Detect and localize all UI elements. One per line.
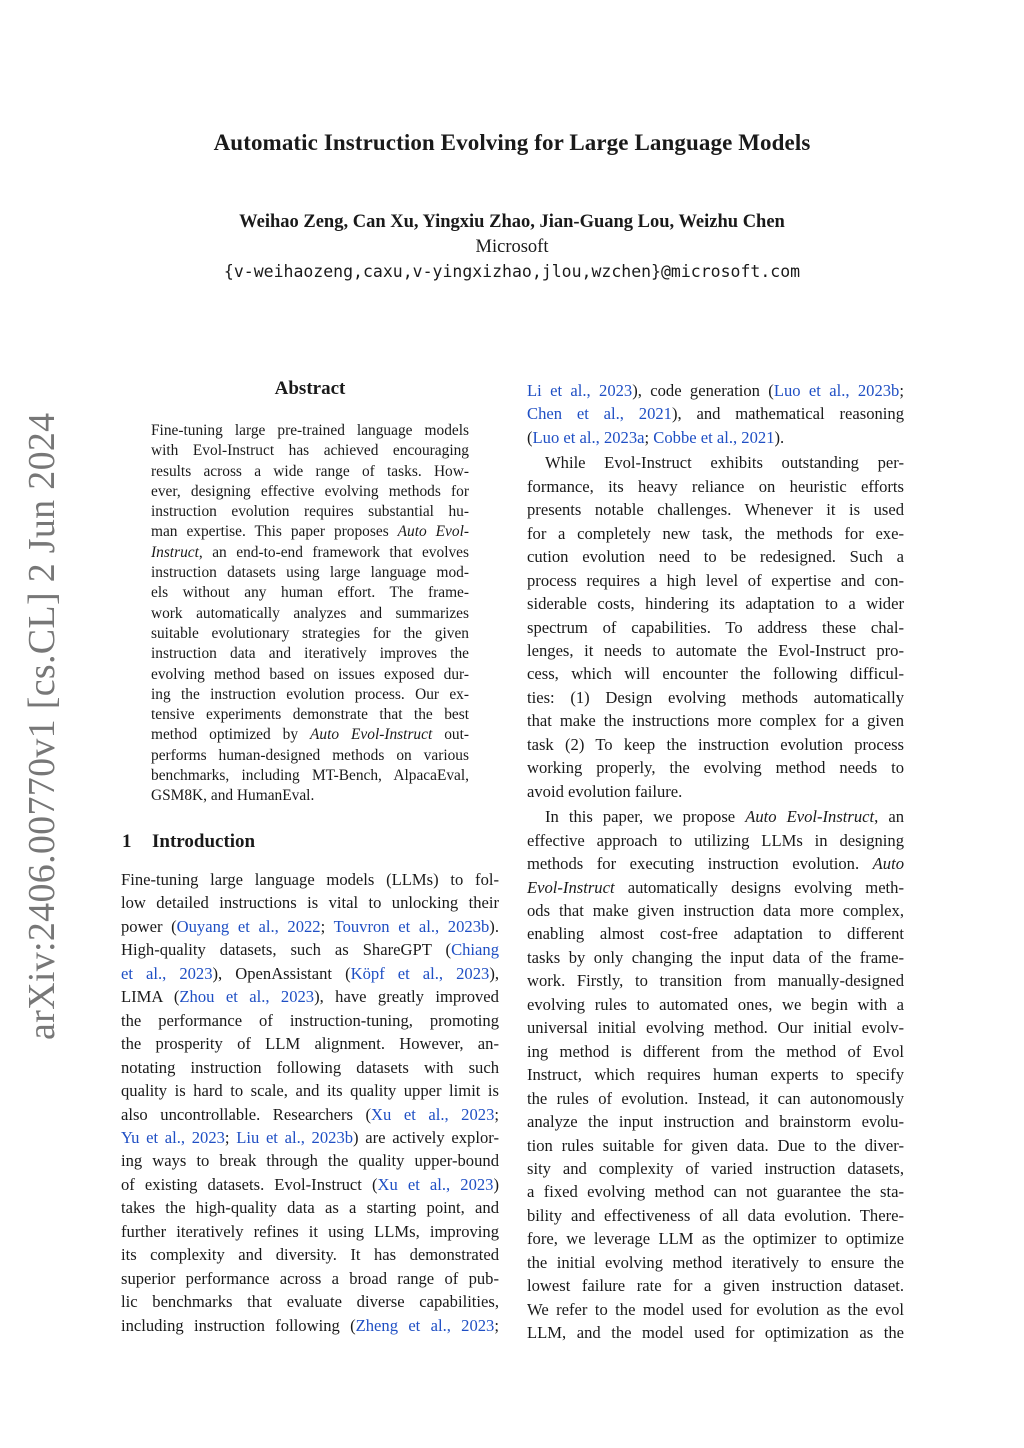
- body-line: lic benchmarks that evaluate diverse capabilities,: [121, 1292, 499, 1312]
- text-run: ;: [494, 1315, 499, 1335]
- text-run: of existing datasets. Evol-Instruct (: [121, 1174, 378, 1194]
- citation-link[interactable]: Xu et al., 2023: [371, 1104, 495, 1124]
- body-line: the performance of instruction-tuning, promoting: [121, 1010, 499, 1030]
- body-line: We refer to the model used for evolution as the evol: [527, 1299, 904, 1319]
- text-run: ;: [224, 1127, 237, 1147]
- text-run: ), OpenAssistant (: [212, 963, 351, 983]
- body-line: [121, 1173, 499, 1196]
- body-line: the rules of evolution. Instead, it can autonomously: [527, 1088, 904, 1108]
- citation-link[interactable]: Chiang: [451, 940, 499, 960]
- text-run: ;: [644, 427, 654, 447]
- body-line: notating instruction following datasets with such: [121, 1057, 499, 1077]
- body-line: [121, 985, 499, 1008]
- abstract-line: with Evol-Instruct has achieved encouraging: [151, 442, 469, 460]
- citation-link[interactable]: Chen et al., 2021: [527, 404, 672, 424]
- body-line: process requires a high level of expertise and con-: [527, 570, 904, 590]
- text-run: LIMA (: [121, 987, 180, 1007]
- text-run: ), have greatly improved: [314, 987, 499, 1007]
- citation-link[interactable]: Ouyang et al., 2022: [176, 916, 321, 936]
- text-run: man expertise. This paper proposes: [151, 523, 398, 541]
- text-run: ) are actively explor-: [353, 1127, 499, 1147]
- body-line: tasks by only changing the input data of the frame-: [527, 947, 904, 967]
- body-line: for a completely new task, the methods for exe-: [527, 523, 904, 543]
- body-line: LLM, and the model used for optimization as the: [527, 1323, 904, 1343]
- text-run: method optimized by: [151, 726, 310, 744]
- text-run: ;: [899, 381, 904, 400]
- paper-title: Automatic Instruction Evolving for Large Language Models: [213, 130, 811, 155]
- abstract-line: benchmarks, including MT-Bench, AlpacaEval,: [151, 767, 469, 785]
- body-line: [527, 402, 904, 425]
- body-line: enabling almost cost-free adaptation to different: [527, 924, 904, 944]
- abstract-line: tensive experiments demonstrate that the best: [151, 706, 469, 724]
- body-line: [121, 1126, 499, 1149]
- body-line: working properly, the evolving method needs to: [527, 758, 904, 778]
- abstract-line: evolving method based on issues exposed dur-: [151, 665, 469, 683]
- abstract-line: instruction data and iteratively improves the: [151, 645, 469, 663]
- body-line: low detailed instructions is vital to unlocking their: [121, 893, 499, 913]
- text-run: out-: [432, 726, 470, 744]
- text-run: , an end-to-end framework that evolves: [198, 543, 469, 561]
- citation-link[interactable]: Xu et al., 2023: [377, 1174, 494, 1194]
- body-line: [527, 876, 904, 899]
- citation-link[interactable]: Zheng et al., 2023: [355, 1315, 495, 1335]
- text-run: automatically designs evolving meth-: [614, 877, 904, 897]
- body-line: fore, we leverage LLM as the optimizer to optimize: [527, 1229, 904, 1249]
- emphasis-instruct: Instruct: [151, 543, 199, 561]
- body-line: work. Firstly, to transition from manually-designed: [527, 971, 904, 991]
- body-line: [121, 1314, 499, 1337]
- body-line: further iteratively refines it using LLMs, improving: [121, 1221, 499, 1241]
- abstract-line: ever, designing effective evolving methods for: [151, 482, 469, 500]
- emphasis-auto: Auto: [872, 854, 904, 874]
- introduction-left-column: [121, 868, 499, 1337]
- section-number: 1: [122, 831, 132, 852]
- abstract-line: work automatically analyzes and summarizes: [151, 604, 469, 622]
- body-line: cess, which will encounter the following difficul-: [527, 664, 904, 684]
- body-line: [121, 938, 499, 961]
- citation-link[interactable]: Li et al., 2023: [527, 381, 633, 400]
- body-line: sity and complexity of varied instruction datasets,: [527, 1158, 904, 1178]
- text-run: In this paper, we propose: [545, 807, 746, 827]
- body-line: effective approach to utilizing LLMs in designing: [527, 830, 904, 850]
- text-run: including instruction following (: [121, 1315, 356, 1335]
- citation-link[interactable]: Yu et al., 2023: [121, 1127, 225, 1147]
- body-line: [121, 1103, 499, 1126]
- body-line: [527, 426, 904, 449]
- affiliation: Microsoft: [475, 237, 549, 257]
- introduction-right-column: [527, 379, 904, 1345]
- body-line: quality is hard to scale, and its quality upper limit is: [121, 1081, 499, 1101]
- abstract-body: [151, 421, 469, 807]
- emphasis-evol-instruct: Evol-Instruct: [527, 877, 615, 897]
- text-run: power (: [121, 916, 177, 936]
- body-line: While Evol-Instruct exhibits outstanding per-: [545, 453, 904, 473]
- abstract-heading: Abstract: [274, 378, 346, 399]
- body-line: [121, 962, 499, 985]
- abstract-line: [151, 543, 469, 563]
- body-line: takes the high-quality data as a starting point, and: [121, 1198, 499, 1218]
- body-line: ing ways to break through the quality upper-bound: [121, 1151, 499, 1171]
- body-line: [527, 805, 904, 828]
- citation-link[interactable]: Luo et al., 2023b: [773, 381, 900, 400]
- body-line: evolving rules to automated ones, we begin with a: [527, 994, 904, 1014]
- emphasis-auto-evol: Auto Evol-: [397, 523, 469, 541]
- abstract-line: Fine-tuning large pre-trained language models: [151, 422, 469, 439]
- body-line: ing method is different from the method of Evol: [527, 1041, 904, 1061]
- author-list: Weihao Zeng, Can Xu, Yingxiu Zhao, Jian-Guang Lou, Weizhu Chen: [239, 212, 785, 232]
- abstract-line: ing the instruction evolution process. Our ex-: [151, 685, 469, 703]
- citation-link[interactable]: Cobbe et al., 2021: [653, 427, 775, 447]
- body-line: Instruct, which requires human experts to specify: [527, 1065, 904, 1085]
- citation-link[interactable]: Zhou et al., 2023: [179, 987, 315, 1007]
- citation-link[interactable]: Köpf et al., 2023: [350, 963, 490, 983]
- body-line: Fine-tuning large language models (LLMs) to fol-: [121, 870, 499, 889]
- body-line: spectrum of capabilities. To address these chal-: [527, 617, 904, 637]
- text-run: ;: [494, 1104, 499, 1124]
- abstract-line: results across a wide range of tasks. How-: [151, 462, 469, 480]
- body-line: the initial evolving method iteratively to ensure the: [527, 1252, 904, 1272]
- body-line: that make the instructions more complex for a given: [527, 711, 904, 731]
- text-run: , an: [874, 807, 904, 827]
- citation-link[interactable]: Touvron et al., 2023b: [333, 916, 490, 936]
- body-line: ods that make given instruction data more complex,: [527, 900, 904, 920]
- citation-link[interactable]: Luo et al., 2023a: [532, 427, 645, 447]
- text-run: ), and mathematical reasoning: [671, 404, 904, 424]
- abstract-line: performs human-designed methods on various: [151, 746, 469, 764]
- body-line: formance, its heavy reliance on heuristic efforts: [527, 476, 904, 496]
- text-run: also uncontrollable. Researchers (: [121, 1104, 372, 1124]
- text-run: ).: [489, 916, 499, 936]
- abstract-line: suitable evolutionary strategies for the given: [151, 624, 469, 642]
- emphasis-auto-evol-instruct: Auto Evol-Instruct: [310, 726, 433, 744]
- body-line: analyze the input instruction and brainstorm evolu-: [527, 1112, 904, 1132]
- body-line: presents notable challenges. Whenever it is used: [527, 500, 904, 520]
- body-line: lenges, it needs to automate the Evol-Instruct pro-: [527, 640, 904, 660]
- body-line: [121, 915, 499, 938]
- citation-link[interactable]: Liu et al., 2023b: [236, 1127, 354, 1147]
- section-heading-introduction: [122, 831, 502, 853]
- abstract-line: instruction evolution requires substantial hu-: [151, 503, 469, 521]
- body-line: a fixed evolving method can not guarantee the sta-: [527, 1182, 904, 1202]
- body-line: the prosperity of LLM alignment. However, an-: [121, 1034, 499, 1054]
- abstract-line: instruction datasets using large language mod-: [151, 564, 469, 582]
- body-line: its complexity and diversity. It has demonstrated: [121, 1245, 499, 1265]
- emphasis-auto-evol-instruct: Auto Evol-Instruct: [745, 807, 875, 827]
- abstract-line: [151, 522, 469, 542]
- body-line: tion rules suitable for given data. Due to the diver-: [527, 1135, 904, 1155]
- body-line: task (2) To keep the instruction evolution process: [527, 734, 904, 754]
- body-line: cution evolution need to be redesigned. Such a: [527, 547, 904, 567]
- author-emails: {v-weihaozeng,caxu,v-yingxizhao,jlou,wzchen}@microsoft.com: [223, 262, 801, 281]
- abstract-line: [151, 725, 469, 745]
- text-run: methods for executing instruction evolution.: [527, 854, 873, 874]
- body-line: lowest failure rate for a given instruction dataset.: [527, 1276, 904, 1296]
- body-line: ties: (1) Design evolving methods automatically: [527, 687, 904, 707]
- body-line: avoid evolution failure.: [527, 781, 683, 801]
- citation-link[interactable]: et al., 2023: [121, 963, 213, 983]
- text-run: ): [493, 1174, 499, 1194]
- body-line: [527, 852, 904, 875]
- body-line: siderable costs, hindering its adaptation to a wider: [527, 594, 904, 614]
- body-line: bility and effectiveness of all data evolution. There-: [527, 1205, 904, 1225]
- text-run: High-quality datasets, such as ShareGPT (: [121, 940, 452, 960]
- text-run: ), code generation (: [632, 381, 774, 400]
- section-title: Introduction: [152, 831, 256, 852]
- text-run: ).: [774, 427, 785, 447]
- arxiv-watermark: arXiv:2406.00770v1 [cs.CL] 2 Jun 2024: [21, 412, 63, 1040]
- text-run: ),: [489, 963, 499, 983]
- abstract-line: GSM8K, and HumanEval.: [151, 787, 315, 805]
- body-line: superior performance across a broad range of pub-: [121, 1268, 499, 1288]
- abstract-line: els without any human effort. The frame-: [151, 584, 469, 602]
- body-line: [527, 379, 904, 402]
- text-run: (: [527, 427, 533, 447]
- text-run: ;: [320, 916, 334, 936]
- body-line: universal initial evolving method. Our initial evolv-: [527, 1018, 904, 1038]
